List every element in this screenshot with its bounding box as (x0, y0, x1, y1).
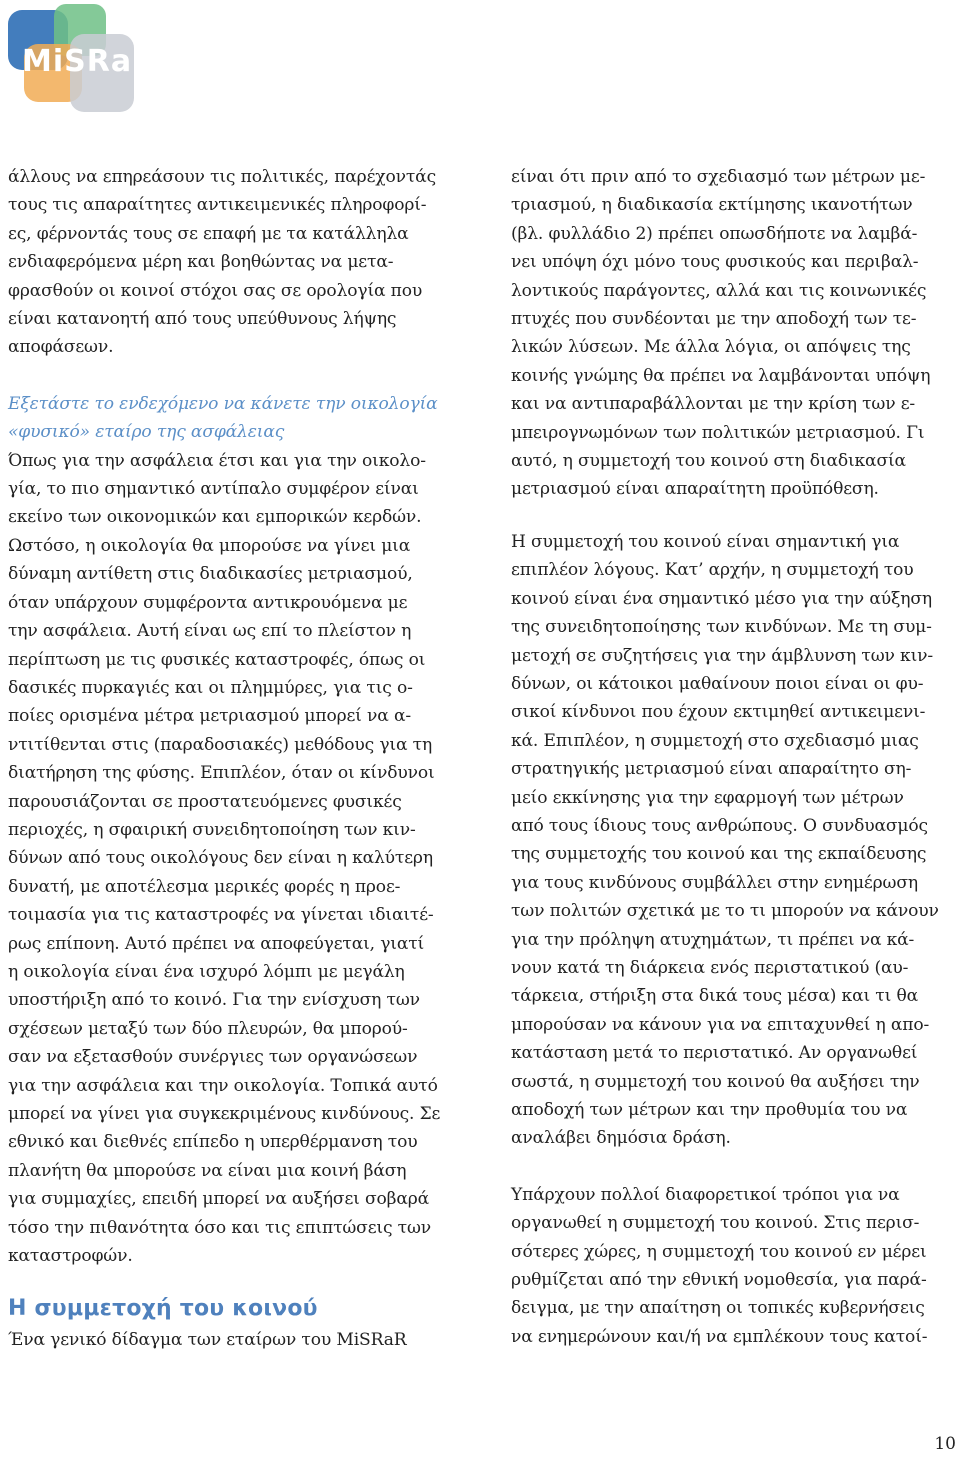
text-line: και να αντιπαραβάλλονται με την κρίση των ε- (511, 394, 916, 415)
text-line: τους τις απαραίτητες αντικειμενικές πληροφορί- (8, 195, 427, 216)
text-line: στρατηγικής μετριασμού είναι απαραίτητο ση- (511, 759, 912, 780)
text-line: διατήρηση της φύσης. Επιπλέον, όταν οι κίνδυνοι (8, 763, 435, 784)
text-line: ενδιαφερόμενα μέρη και βοηθώντας να μετα- (8, 252, 394, 273)
text-line: κά. Επιπλέον, η συμμετοχή στο σχεδιασμό μιας (511, 730, 919, 751)
section-subtitle: Ένα γενικό δίδαγμα των εταίρων του MiSRaR (8, 1330, 407, 1351)
text-line: τάρκεια, στήριξη στα δικά τους μέσα) και τι θα (511, 986, 918, 1007)
text-line: περίπτωση με τις φυσικές καταστροφές, όπως οι (8, 649, 426, 670)
text-line: καταστροφών. (8, 1246, 133, 1267)
text-line: η οικολογία είναι ένα ισχυρό λόμπι με μεγάλη (8, 961, 405, 982)
text-line: μπορεί να γίνει για συγκεκριμένους κινδύνους. Σε (8, 1104, 441, 1124)
right-paragraph-2 (511, 528, 961, 1153)
text-line: για την πρόληψη ατυχημάτων, τι πρέπει να κά- (511, 929, 915, 950)
text-line: πτυχές που συνδέονται με την αποδοχή των τε- (511, 309, 917, 330)
ecology-subheading (8, 390, 460, 447)
text-line: μπορούσαν να κάνουν για να επιταχυνθεί η απο- (511, 1014, 930, 1035)
text-line: της συμμετοχής του κοινού και της εκπαίδευσης (511, 844, 927, 865)
text-line: τόσο την πιθανότητα όσο και τις επιπτώσεις των (8, 1217, 432, 1238)
text-line: Η συμμετοχή του κοινού είναι σημαντική για (511, 531, 900, 552)
text-line: νει υπόψη όχι μόνο τους φυσικούς και περιβαλ- (511, 252, 919, 273)
text-line: για την ασφάλεια και την οικολογία. Τοπικά αυτό (8, 1075, 438, 1096)
text-line: σχέσεων μεταξύ των δύο πλευρών, θα μπορού- (8, 1018, 408, 1039)
text-line: μετοχή σε συζητήσεις για την άμβλυνση των κιν- (511, 645, 933, 666)
text-line: ες, φέρνοντάς τους σε επαφή με τα κατάλληλα (8, 223, 409, 244)
subheading-line: «φυσικό» εταίρο της ασφάλειας (8, 422, 285, 443)
text-line: εκείνο των οικονομικών και εμπορικών κερδών. (8, 507, 422, 528)
text-line: λοντικούς παράγοντες, αλλά και τις κοινωνικές (511, 280, 927, 301)
text-line: από τους ίδιους τους ανθρώπους. Ο συνδυασμός (511, 815, 928, 836)
text-line: δύνων, οι κάτοικοι μαθαίνουν ποιοι είναι οι φυ- (511, 673, 924, 694)
text-line: τοιμασία για τις καταστροφές να γίνεται ιδιαιτέ- (8, 905, 434, 926)
text-line: αποδοχή των μέτρων και την προθυμία του να (511, 1100, 908, 1120)
logo-text: MiSRaR (22, 44, 157, 79)
text-line: δύναμη αντίθετη στις διαδικασίες μετριασμού, (8, 564, 413, 585)
page-number: 10 (934, 1434, 956, 1454)
text-line: κοινού είναι ένα σημαντικό μέσο για την αύξηση (511, 588, 932, 609)
text-line: όταν υπάρχουν συμφέροντα αντικρουόμενα με (8, 592, 408, 613)
text-line: ρυθμίζεται από την εθνική νομοθεσία, για παρά- (511, 1270, 927, 1291)
text-line: παρουσιάζονται σε προστατευόμενες φυσικές (8, 791, 402, 812)
text-line: ντιτίθενται στις (παραδοσιακές) μεθόδους για τη (8, 734, 433, 755)
text-line: κατάσταση μετά το περιστατικό. Αν οργανωθεί (511, 1043, 918, 1064)
misrar-logo (6, 4, 157, 114)
text-line: επιπλέον λόγους. Κατ’ αρχήν, η συμμετοχή του (511, 560, 914, 581)
text-line: λικών λύσεων. Με άλλα λόγια, οι απόψεις της (511, 337, 911, 358)
text-line: είναι ότι πριν από το σχεδιασμό των μέτρων με- (511, 167, 926, 187)
text-line: τριασμού, η διαδικασία εκτίμησης ικανοτήτων (511, 195, 913, 216)
text-line: περιοχές, η σφαιρική συνειδητοποίηση των κιν- (8, 819, 416, 840)
section-heading: Η συμμετοχή του κοινού (8, 1296, 318, 1322)
text-line: σωστά, η συμμετοχή του κοινού θα αυξήσει την (511, 1071, 920, 1092)
text-line: σότερες χώρες, η συμμετοχή του κοινού εν μέρει (511, 1241, 927, 1262)
text-line: να ενημερώνουν και/ή να εμπλέκουν τους κατοί- (511, 1326, 928, 1347)
misrar-logo-graphic (6, 4, 157, 114)
subheading-line: Εξετάστε το ενδεχόμενο να κάνετε την οικολογία (8, 393, 438, 414)
text-line: μπειρογνωμόνων των πολιτικών μετριασμού. Γι (511, 422, 925, 443)
right-paragraph-1 (511, 163, 961, 504)
text-line: ρως επίπονη. Αυτό πρέπει να αποφεύγεται, γιατί (8, 933, 425, 954)
text-line: υποστήριξη από το κοινό. Για την ενίσχυση των (8, 990, 420, 1011)
text-line: οργανωθεί η συμμετοχή του κοινού. Στις περισ- (511, 1213, 920, 1234)
text-line: δασικές πυρκαγιές και οι πλημμύρες, για τις ο- (8, 677, 413, 698)
text-line: των πολιτών σχετικά με το τι μπορούν να κάνουν (511, 901, 939, 922)
right-paragraph-3 (511, 1181, 961, 1351)
text-line: Υπάρχουν πολλοί διαφορετικοί τρόποι για να (511, 1184, 900, 1205)
text-line: αποφάσεων. (8, 337, 114, 358)
text-line: πλανήτη θα μπορούσε να είναι μια κοινή βάση (8, 1160, 407, 1181)
text-line: ποίες ορισμένα μέτρα μετριασμού μπορεί να α- (8, 706, 411, 727)
text-line: μείο εκκίνησης για την εφαρμογή των μέτρων (511, 787, 904, 808)
text-line: δειγμα, με την απαίτηση οι τοπικές κυβερνήσεις (511, 1298, 925, 1319)
text-line: γία, το πιο σημαντικό αντίπαλο συμφέρον είναι (8, 479, 419, 500)
text-line: σικοί κίνδυνοι που έχουν εκτιμηθεί αντικειμενι- (511, 702, 926, 723)
text-line: μετριασμού είναι απαραίτητη προϋπόθεση. (511, 479, 879, 500)
text-line: της συνειδητοποίησης των κινδύνων. Με τη συμ- (511, 617, 932, 638)
right-column (511, 163, 961, 1351)
left-paragraph-1 (8, 163, 460, 362)
text-line: άλλους να επηρεάσουν τις πολιτικές, παρέχοντάς (8, 167, 436, 187)
left-paragraph-2 (8, 447, 460, 1271)
text-line: (βλ. φυλλάδιο 2) πρέπει οπωσδήποτε να λαμβά- (511, 223, 918, 244)
text-line: Όπως για την ασφάλεια έτσι και για την οικολο- (8, 450, 426, 471)
text-line: εθνικό και διεθνές επίπεδο η υπερθέρμανση του (8, 1132, 418, 1153)
text-line: για συμμαχίες, επειδή μπορεί να αυξήσει σοβαρά (8, 1189, 430, 1210)
text-line: την ασφάλεια. Αυτή είναι ως επί το πλείστον η (8, 621, 412, 642)
text-line: φρασθούν οι κοινοί στόχοι σας σε ορολογία που (8, 280, 423, 301)
text-line: δύνων από τους οικολόγους δεν είναι η καλύτερη (8, 848, 433, 869)
left-column (8, 163, 460, 1355)
text-line: είναι κατανοητή από τους υπεύθυνους λήψης (8, 309, 397, 330)
text-line: νουν κατά τη διάρκεια ενός περιστατικού (αυ- (511, 957, 909, 978)
text-line: αναλάβει δημόσια δράση. (511, 1128, 731, 1149)
text-line: για τους κινδύνους συμβάλλει στην ενημέρωση (511, 872, 918, 893)
text-line: δυνατή, με αποτέλεσμα μερικές φορές η προε- (8, 876, 401, 897)
text-line: αυτό, η συμμετοχή του κοινού στη διαδικασία (511, 451, 906, 472)
text-line: κοινής γνώμης θα πρέπει να λαμβάνονται υπόψη (511, 365, 931, 386)
text-line: Ωστόσο, η οικολογία θα μπορούσε να γίνει μια (8, 535, 411, 556)
text-line: σαν να εξετασθούν συνέργιες των οργανώσεων (8, 1047, 418, 1068)
